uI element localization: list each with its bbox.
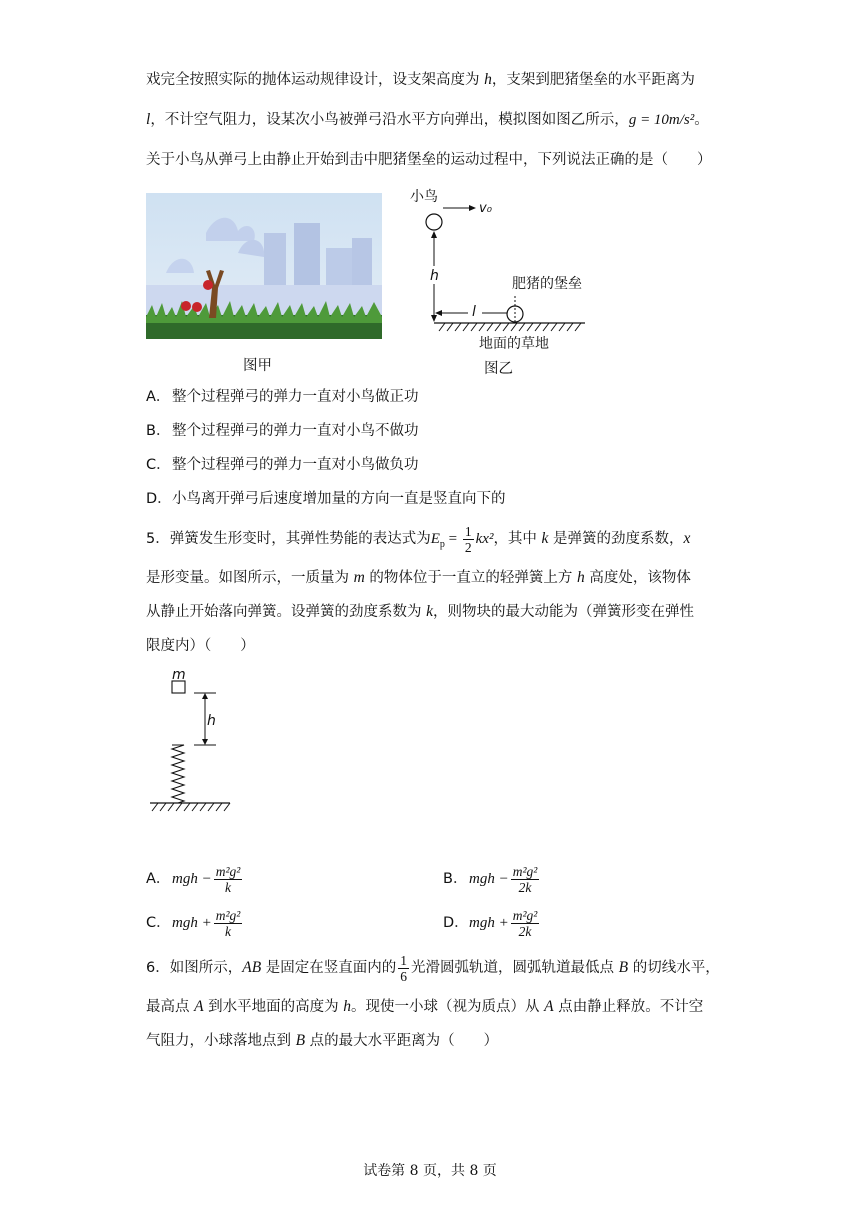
q6-text-line-3: 气阻力，小球落地点到 B 点的最大水平距离为（ ） <box>146 1032 499 1049</box>
gravity-value: g = 10m/s² <box>628 112 695 128</box>
q5-text-line-2: 是形变量。如图所示，一质量为 m 的物体位于一直立的轻弹簧上方 h 高度处，该物体 <box>146 569 691 586</box>
q4-text-line-1 <box>146 70 695 90</box>
q5-spring-figure <box>146 664 246 816</box>
q4-option-c: C．整个过程弹弓的弹力一直对小鸟做负功 <box>146 457 419 473</box>
q4-text: 戏完全按照实际的抛体运动规律设计，设支架高度为 <box>146 72 485 88</box>
l-label: l <box>472 304 476 320</box>
var-l: l <box>146 111 151 128</box>
q5-text-line-4: 限度内）（ ） <box>146 638 255 654</box>
q4-text: ，不计空气阻力，设某次小鸟被弹弓沿水平方向弹出，模拟图如图乙所示， <box>150 112 629 128</box>
figure-a-caption: 图甲 <box>243 358 272 374</box>
q4-text-line-3 <box>146 150 712 170</box>
q5-option-d: D．mgh + $\frac{\text{m²g²}}{2k}$ <box>443 907 538 939</box>
bird-label: 小鸟 <box>410 189 438 205</box>
one-half-fraction: $\frac{1}{2}$ <box>464 523 472 555</box>
var-h: h <box>484 71 492 88</box>
q4-option-b: B． 整个过程弹弓的弹力一直对小鸟不做功 <box>146 423 419 439</box>
q4-text-line-2 <box>146 110 709 130</box>
one-sixth-fraction: $\frac{1}{6}$ <box>400 952 408 984</box>
q4-question: 关于小鸟从弹弓上由静止开始到击中肥猪堡垒的运动过程中，下列说法正确的是（ ） <box>146 152 712 168</box>
spring <box>172 745 184 803</box>
q4-text: 。 <box>694 112 709 128</box>
fort-label: 肥猪的堡垒 <box>512 276 582 292</box>
v0-label: v₀ <box>479 201 492 216</box>
height-label: h <box>207 713 216 729</box>
h-label: h <box>430 268 439 284</box>
page-footer: 试卷第 8 页，共 8 页 <box>363 1163 497 1179</box>
mass-label: m <box>172 667 186 683</box>
figure-a-game-image <box>146 193 382 339</box>
ground-label: 地面的草地 <box>479 336 549 352</box>
q4-option-d: D．小鸟离开弹弓后速度增加量的方向一直是竖直向下的 <box>146 491 506 507</box>
figure-b-diagram <box>405 182 605 352</box>
q4-text: ，支架到肥猪堡垒的水平距离为 <box>491 72 695 88</box>
q5-option-a: A． mgh − $\frac{\text{m²g²}}{k}$ <box>146 863 241 895</box>
q6-text-line-1: 6．如图所示，AB 是固定在竖直面内的 $\frac{1}{6}$ 光滑圆弧轨道，圆弧轨道最低点 B 的切线水平， <box>146 952 720 984</box>
var-ep: E <box>430 531 440 547</box>
q5-text-line-3: 从静止开始落向弹簧。设弹簧的劲度系数为 k，则物块的最大动能为（弹簧形变在弹性 <box>146 603 694 620</box>
figure-b-caption: 图乙 <box>484 361 513 377</box>
bird-circle <box>426 214 442 230</box>
q4-option-a: A． 整个过程弹弓的弹力一直对小鸟做正功 <box>146 389 419 405</box>
q5-text-line-1: 5．弹簧发生形变时，其弹性势能的表达式为$E_p$ = $\frac{1}{2}$ kx²，其中 k 是弹簧的劲度系数，x <box>146 523 691 555</box>
q5-option-c: C．mgh + $\frac{\text{m²g²}}{k}$ <box>146 907 241 939</box>
q5-option-b: B． mgh − $\frac{\text{m²g²}}{2k}$ <box>443 863 538 895</box>
q6-text-line-2: 最高点 A 到水平地面的高度为 h。现使一小球（视为质点）从 A 点由静止释放。不计空 <box>146 998 704 1015</box>
